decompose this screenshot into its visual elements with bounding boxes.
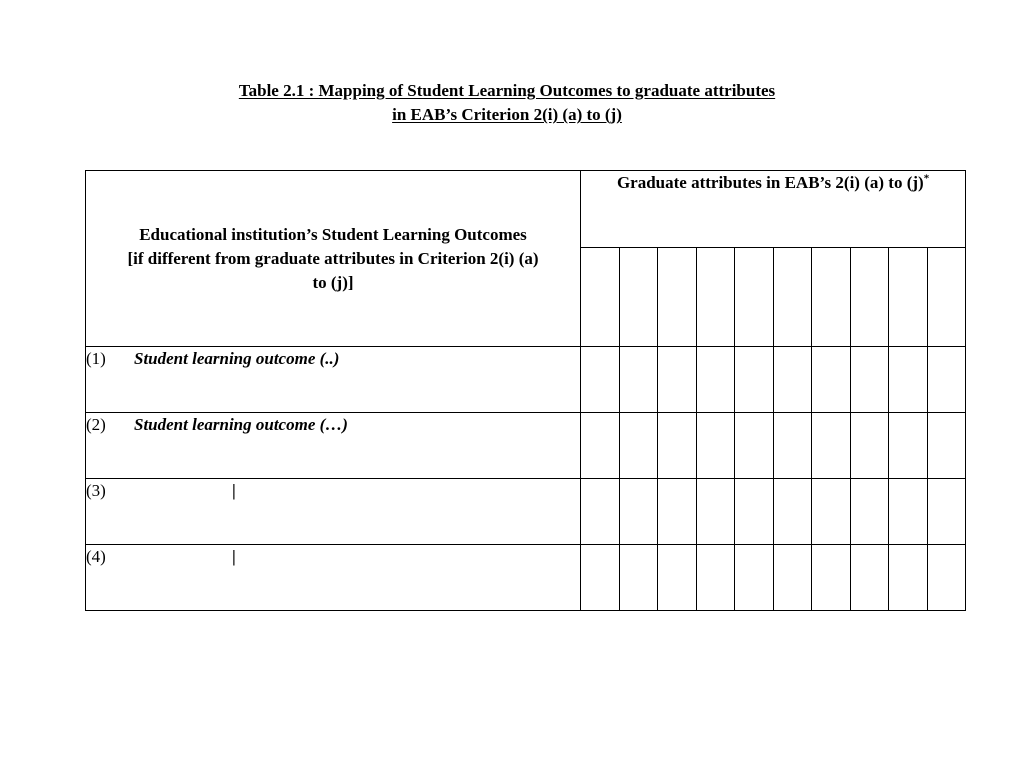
outcomes-header-line-2: [if different from graduate attributes in Criterion 2(i) (a) [127, 248, 539, 268]
mapping-cell[interactable] [581, 347, 620, 413]
attribute-slot[interactable] [850, 248, 889, 347]
outcome-number: (4) [86, 547, 106, 566]
mapping-cell[interactable] [889, 347, 928, 413]
mapping-cell[interactable] [773, 545, 812, 611]
mapping-cell[interactable] [581, 479, 620, 545]
attribute-slot[interactable] [773, 248, 812, 347]
mapping-cell[interactable] [889, 479, 928, 545]
mapping-cell[interactable] [812, 347, 851, 413]
mapping-cell[interactable] [927, 347, 966, 413]
mapping-cell[interactable] [619, 413, 658, 479]
mapping-cell[interactable] [850, 413, 889, 479]
mapping-cell[interactable] [773, 347, 812, 413]
mapping-cell[interactable] [889, 413, 928, 479]
mapping-cell[interactable] [850, 545, 889, 611]
attribute-slot[interactable] [889, 248, 928, 347]
outcome-cell[interactable] [86, 413, 581, 479]
continuation-mark: | [232, 547, 236, 566]
mapping-cell[interactable] [889, 545, 928, 611]
mapping-cell[interactable] [773, 413, 812, 479]
mapping-cell[interactable] [581, 413, 620, 479]
mapping-cell[interactable] [735, 413, 774, 479]
mapping-cell[interactable] [619, 545, 658, 611]
mapping-cell[interactable] [696, 347, 735, 413]
mapping-cell[interactable] [927, 413, 966, 479]
mapping-cell[interactable] [735, 479, 774, 545]
mapping-cell[interactable] [850, 347, 889, 413]
outcome-row-4 [86, 545, 966, 611]
mapping-cell[interactable] [927, 545, 966, 611]
mapping-cell[interactable] [696, 545, 735, 611]
mapping-cell[interactable] [812, 479, 851, 545]
outcome-mapping-table [85, 170, 966, 611]
outcome-row-1 [86, 347, 966, 413]
attribute-slot[interactable] [581, 248, 620, 347]
outcomes-header-line-1: Educational institution’s Student Learning Outcomes [139, 224, 527, 244]
mapping-cell[interactable] [619, 347, 658, 413]
mapping-cell[interactable] [658, 347, 697, 413]
mapping-cell[interactable] [773, 479, 812, 545]
caption-line-1: Table 2.1 : Mapping of Student Learning Outcomes to graduate attributes [238, 81, 776, 100]
caption-line-2: in EAB’s Criterion 2(i) (a) to (j) [392, 105, 622, 124]
mapping-cell[interactable] [927, 479, 966, 545]
footnote-marker: * [923, 172, 930, 185]
mapping-cell[interactable] [658, 545, 697, 611]
attribute-slot[interactable] [658, 248, 697, 347]
mapping-cell[interactable] [658, 479, 697, 545]
attribute-slot[interactable] [812, 248, 851, 347]
mapping-cell[interactable] [696, 413, 735, 479]
outcome-number: (3) [86, 481, 106, 500]
attribute-slot[interactable] [696, 248, 735, 347]
mapping-cell[interactable] [812, 545, 851, 611]
outcome-cell[interactable] [86, 347, 581, 413]
mapping-cell[interactable] [850, 479, 889, 545]
outcome-cell[interactable] [86, 479, 581, 545]
mapping-cell[interactable] [658, 413, 697, 479]
outcome-row-3 [86, 479, 966, 545]
attribute-slot[interactable] [619, 248, 658, 347]
outcomes-column-header [86, 171, 581, 347]
mapping-cell[interactable] [735, 347, 774, 413]
attributes-header-text: Graduate attributes in EAB’s 2(i) (a) to (j) [616, 173, 924, 192]
attribute-slot[interactable] [735, 248, 774, 347]
mapping-cell[interactable] [619, 479, 658, 545]
outcome-text: Student learning outcome (..) [134, 349, 340, 368]
outcome-text: Student learning outcome (…) [134, 415, 348, 434]
outcome-number: (1) [86, 349, 106, 368]
attributes-column-header [581, 171, 966, 248]
attribute-slot[interactable] [927, 248, 966, 347]
mapping-cell[interactable] [696, 479, 735, 545]
outcomes-header-line-3: to (j)] [312, 272, 354, 292]
table-caption [0, 79, 1014, 127]
mapping-cell[interactable] [812, 413, 851, 479]
mapping-cell[interactable] [735, 545, 774, 611]
outcome-number: (2) [86, 415, 106, 434]
mapping-cell[interactable] [581, 545, 620, 611]
continuation-mark: | [232, 481, 236, 500]
outcome-cell[interactable] [86, 545, 581, 611]
outcome-row-2 [86, 413, 966, 479]
